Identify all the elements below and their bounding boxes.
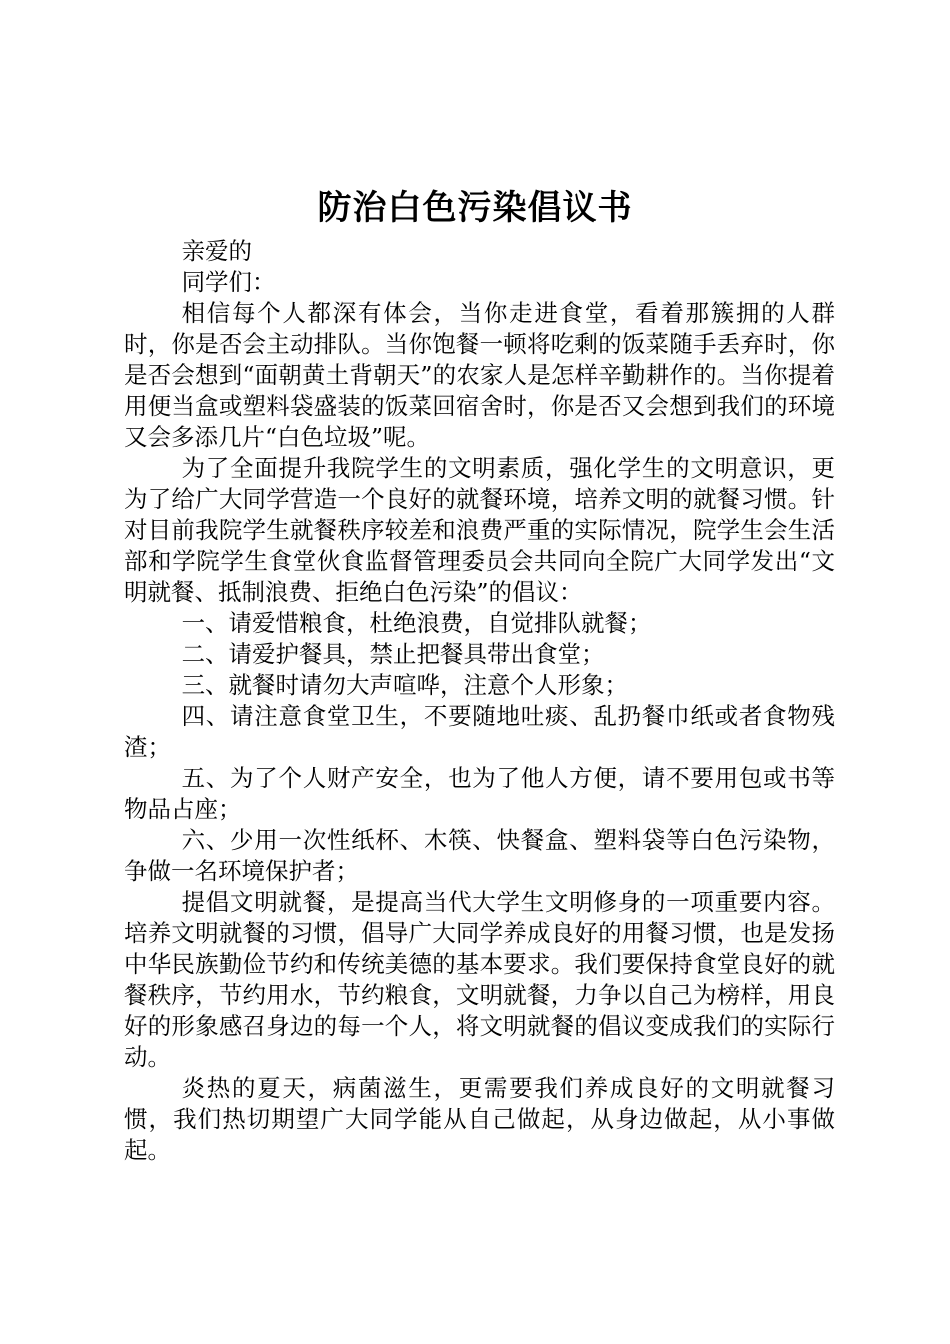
proposal-item-4: 四、请注意食堂卫生，不要随地吐痰、乱扔餐巾纸或者食物残渣； — [124, 702, 835, 761]
proposal-item-1: 一、请爱惜粮食，杜绝浪费，自觉排队就餐； — [181, 609, 652, 637]
document-title: 防治白色污染倡议书 — [317, 188, 633, 228]
document-body — [124, 236, 835, 1166]
proposal-item-5: 五、为了个人财产安全，也为了他人方便，请不要用包或书等物品占座； — [124, 764, 835, 823]
closing-paragraph: 炎热的夏天，病菌滋生，更需要我们养成良好的文明就餐习惯，我们热切期望广大同学能从自己做起，从身边做起，从小事做起。 — [124, 1074, 835, 1164]
intro-paragraph: 相信每个人都深有体会，当你走进食堂，看着那簇拥的人群时，你是否会主动排队。当你饱餐一顿将吃剩的饭菜随手丢弃时，你是否会想到“面朝黄土背朝天”的农家人是怎样辛勤耕作的。当你提着用便当盒或塑料袋盛装的饭菜回宿舍时，你是否又会想到我们的环境又会多添几片“白色垃圾”呢。 — [124, 299, 835, 451]
advocacy-paragraph: 提倡文明就餐，是提高当代大学生文明修身的一项重要内容。培养文明就餐的习惯，倡导广大同学养成良好的用餐习惯，也是发扬中华民族勤俭节约和传统美德的基本要求。我们要保持食堂良好的就餐秩序，节约用水，节约粮食，文明就餐，力争以自己为榜样，用良好的形象感召身边的每一个人，将文明就餐的倡议变成我们的实际行动。 — [124, 888, 835, 1071]
purpose-paragraph: 为了全面提升我院学生的文明素质，强化学生的文明意识，更为了给广大同学营造一个良好的就餐环境，培养文明的就餐习惯。针对目前我院学生就餐秩序较差和浪费严重的实际情况，院学生会生活部和学院学生食堂伙食监督管理委员会共同向全院广大同学发出“文明就餐、抵制浪费、拒绝白色污染”的倡议： — [124, 454, 835, 606]
proposal-item-6: 六、少用一次性纸杯、木筷、快餐盒、塑料袋等白色污染物，争做一名环境保护者； — [124, 826, 835, 885]
proposal-item-2: 二、请爱护餐具，禁止把餐具带出食堂； — [181, 640, 605, 668]
salutation-line-2: 同学们： — [181, 268, 276, 296]
salutation-line-1: 亲爱的 — [181, 237, 253, 265]
proposal-item-3: 三、就餐时请勿大声喧哗，注意个人形象； — [181, 671, 629, 699]
